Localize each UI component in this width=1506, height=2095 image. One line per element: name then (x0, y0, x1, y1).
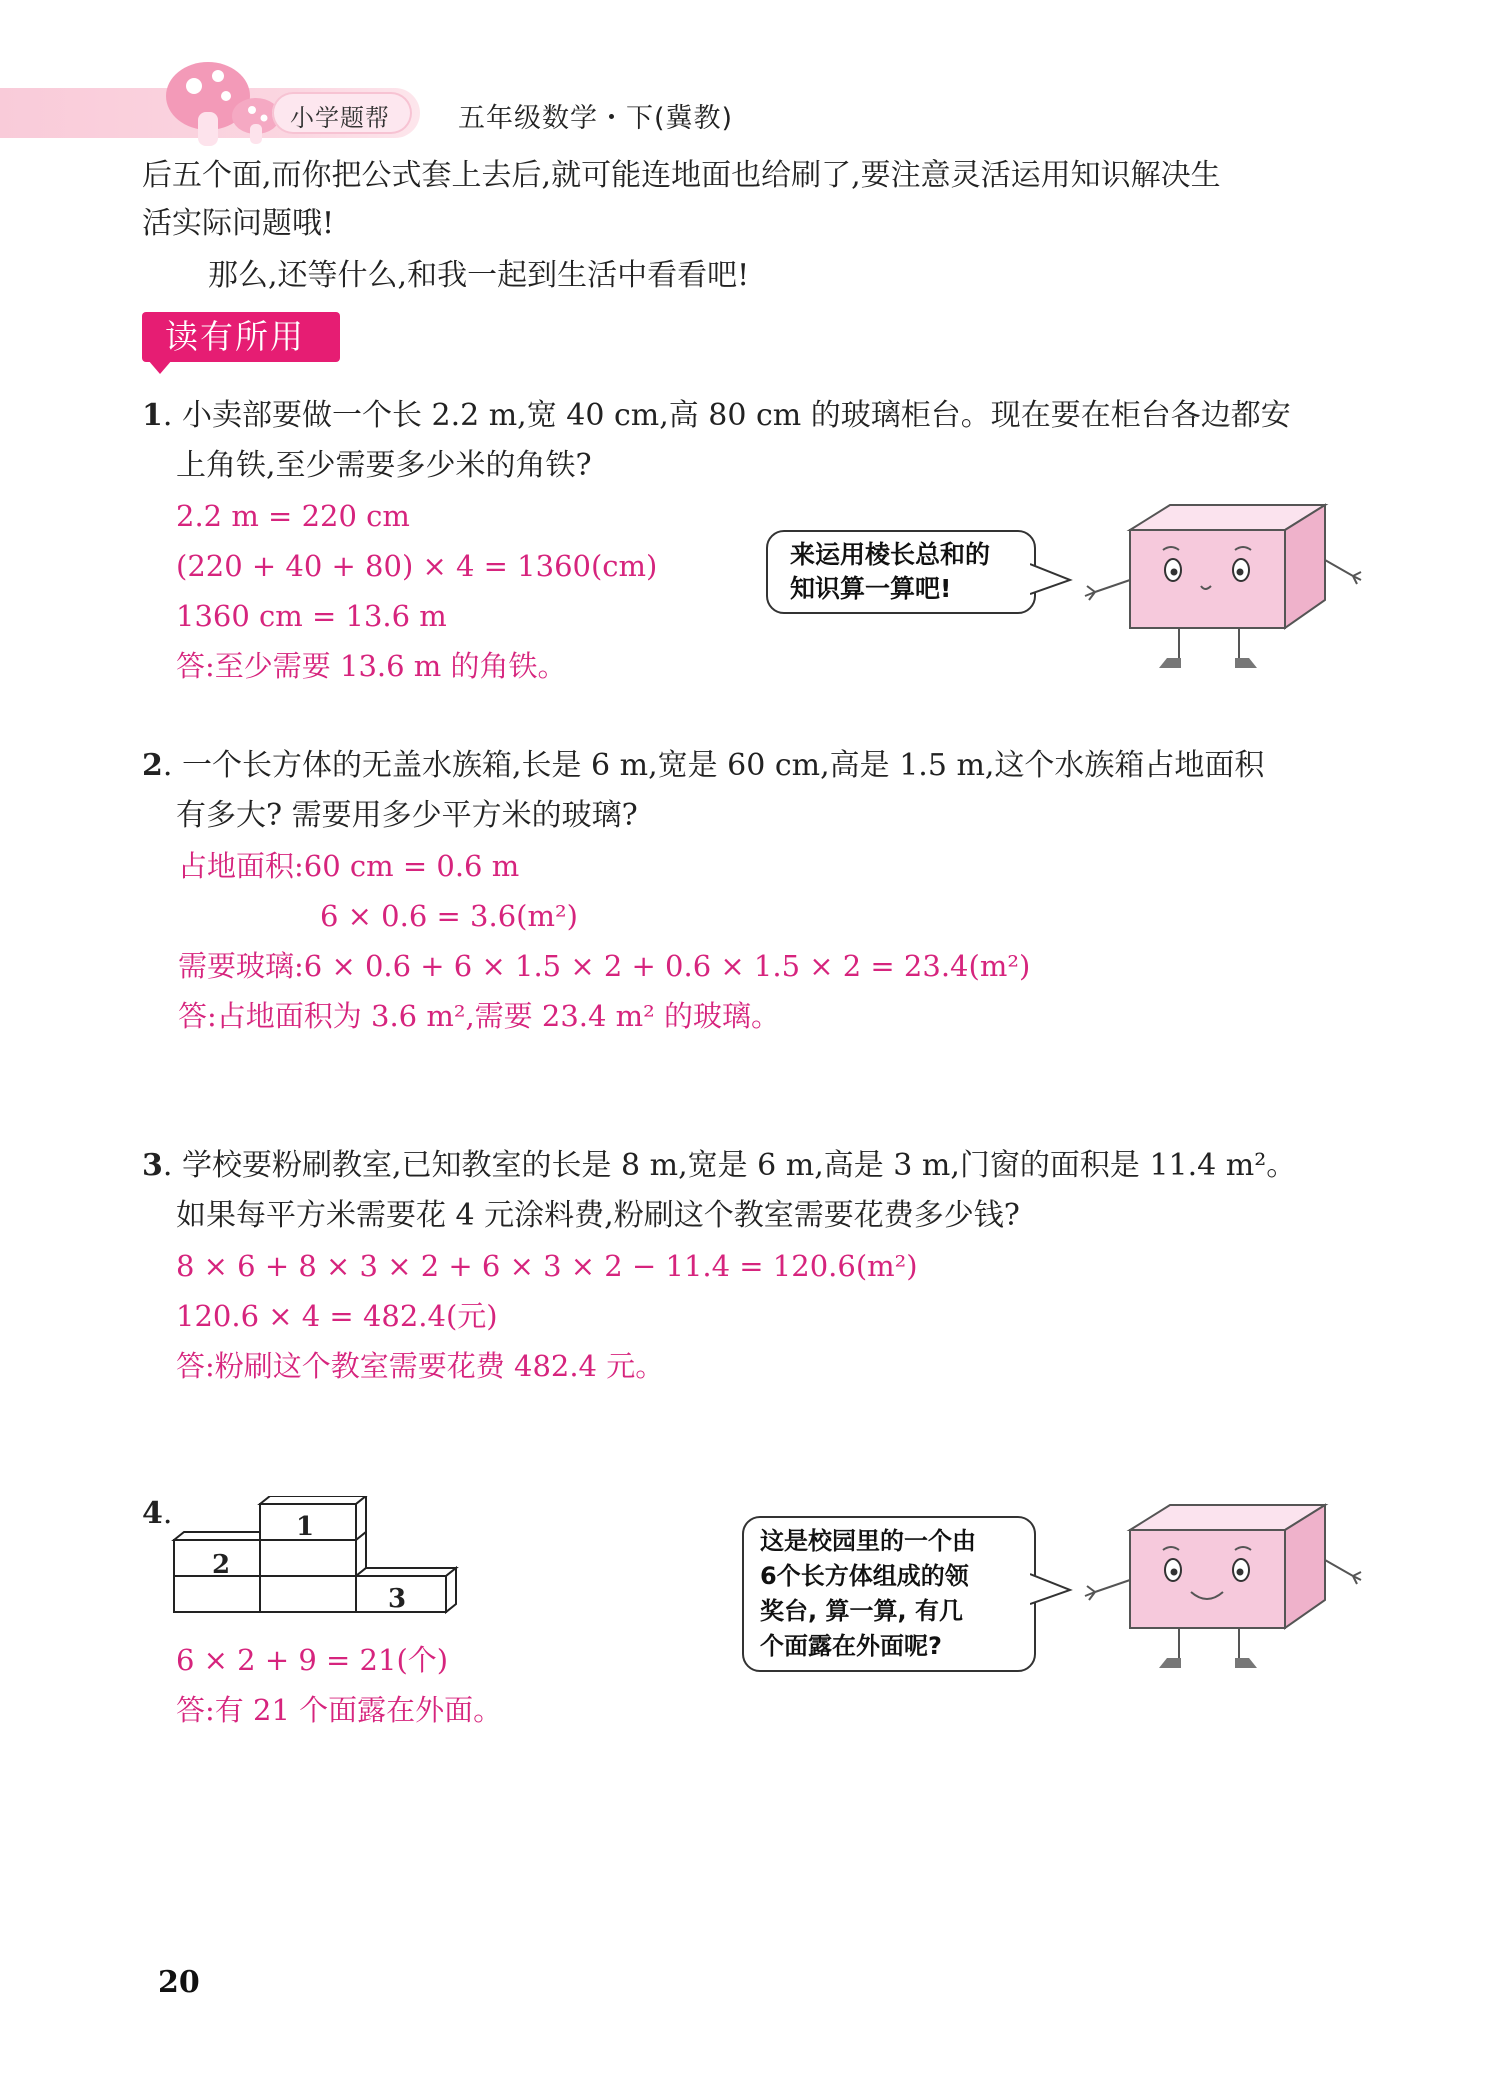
page-number: 20 (158, 1965, 200, 2000)
problem-3-answer-1: 8 × 6 + 8 × 3 × 2 + 6 × 3 × 2 − 11.4 = 120.6(m²) (176, 1249, 918, 1283)
problem-3-text-1: 3. 学校要粉刷教室,已知教室的长是 8 m,宽是 6 m,高是 3 m,门窗的面积是 11.4 m²。 (142, 1148, 1297, 1183)
bubble-2-line-2: 6个长方体组成的领 (760, 1562, 969, 1590)
bubble-2-line-1: 这是校园里的一个由 (760, 1527, 976, 1555)
header-brand: 小学题帮 (290, 104, 390, 132)
cube-mascot-1-icon (1075, 500, 1365, 675)
problem-2-text-2: 有多大? 需要用多少平方米的玻璃? (176, 798, 638, 833)
cube-mascot-2-icon (1075, 1500, 1365, 1675)
problem-1-text-2: 上角铁,至少需要多少米的角铁? (176, 448, 592, 483)
problem-1-answer-4: 答:至少需要 13.6 m 的角铁。 (176, 649, 567, 683)
problem-2-number: 2 (142, 748, 163, 783)
problem-4-answer-1: 6 × 2 + 9 = 21(个) (176, 1643, 449, 1677)
header-title: 五年级数学・下(冀教) (458, 103, 734, 134)
problem-2-answer-1: 占地面积:60 cm = 0.6 m (178, 849, 520, 883)
problem-2-text-1: 2. 一个长方体的无盖水族箱,长是 6 m,宽是 60 cm,高是 1.5 m,这个水族箱占地面积 (142, 748, 1265, 783)
podium-label-3: 3 (388, 1584, 407, 1614)
bubble-1-tail (1030, 560, 1080, 600)
intro-line-3: 那么,还等什么,和我一起到生活中看看吧! (208, 258, 750, 293)
podium-label-2: 2 (212, 1550, 231, 1580)
problem-4-text-1: 4. (142, 1496, 173, 1531)
problem-3-text-2: 如果每平方米需要花 4 元涂料费,粉刷这个教室需要花费多少钱? (176, 1198, 1020, 1233)
problem-2-answer-2: 6 × 0.6 = 3.6(m²) (320, 899, 578, 933)
section-title: 读有所用 (165, 317, 305, 356)
problem-1-answer-1: 2.2 m = 220 cm (176, 499, 410, 533)
problem-3-answer-3: 答:粉刷这个教室需要花费 482.4 元。 (176, 1349, 665, 1383)
problem-2-answer-4: 答:占地面积为 3.6 m²,需要 23.4 m² 的玻璃。 (178, 999, 781, 1033)
problem-1-answer-3: 1360 cm = 13.6 m (176, 599, 447, 633)
bubble-2-line-4: 个面露在外面呢? (760, 1632, 942, 1660)
problem-4-number: 4 (142, 1496, 163, 1531)
bubble-2-tail (1030, 1570, 1080, 1610)
problem-1-answer-2: (220 + 40 + 80) × 4 = 1360(cm) (176, 549, 658, 583)
bubble-2-line-3: 奖台, 算一算, 有几 (760, 1597, 963, 1625)
problem-3-answer-2: 120.6 × 4 = 482.4(元) (176, 1299, 498, 1333)
problem-1-text-1: 1. 小卖部要做一个长 2.2 m,宽 40 cm,高 80 cm 的玻璃柜台。现在要在柜台各边都安 (142, 398, 1291, 433)
section-tag-tail (148, 360, 172, 374)
problem-2-answer-3: 需要玻璃:6 × 0.6 + 6 × 1.5 × 2 + 0.6 × 1.5 × 2 = 23.4(m²) (178, 949, 1031, 983)
speech-bubble-1 (766, 530, 1036, 614)
intro-line-1: 后五个面,而你把公式套上去后,就可能连地面也给刷了,要注意灵活运用知识解决生 (142, 158, 1221, 193)
problem-4-answer-2: 答:有 21 个面露在外面。 (176, 1693, 503, 1727)
problem-1-number: 1 (142, 398, 163, 433)
bubble-1-line-2: 知识算一算吧! (790, 574, 952, 603)
problem-3-number: 3 (142, 1148, 163, 1183)
bubble-1-line-1: 来运用棱长总和的 (790, 540, 991, 569)
intro-line-2: 活实际问题哦! (142, 206, 335, 241)
speech-bubble-2 (742, 1516, 1036, 1672)
podium-label-1: 1 (296, 1512, 315, 1542)
